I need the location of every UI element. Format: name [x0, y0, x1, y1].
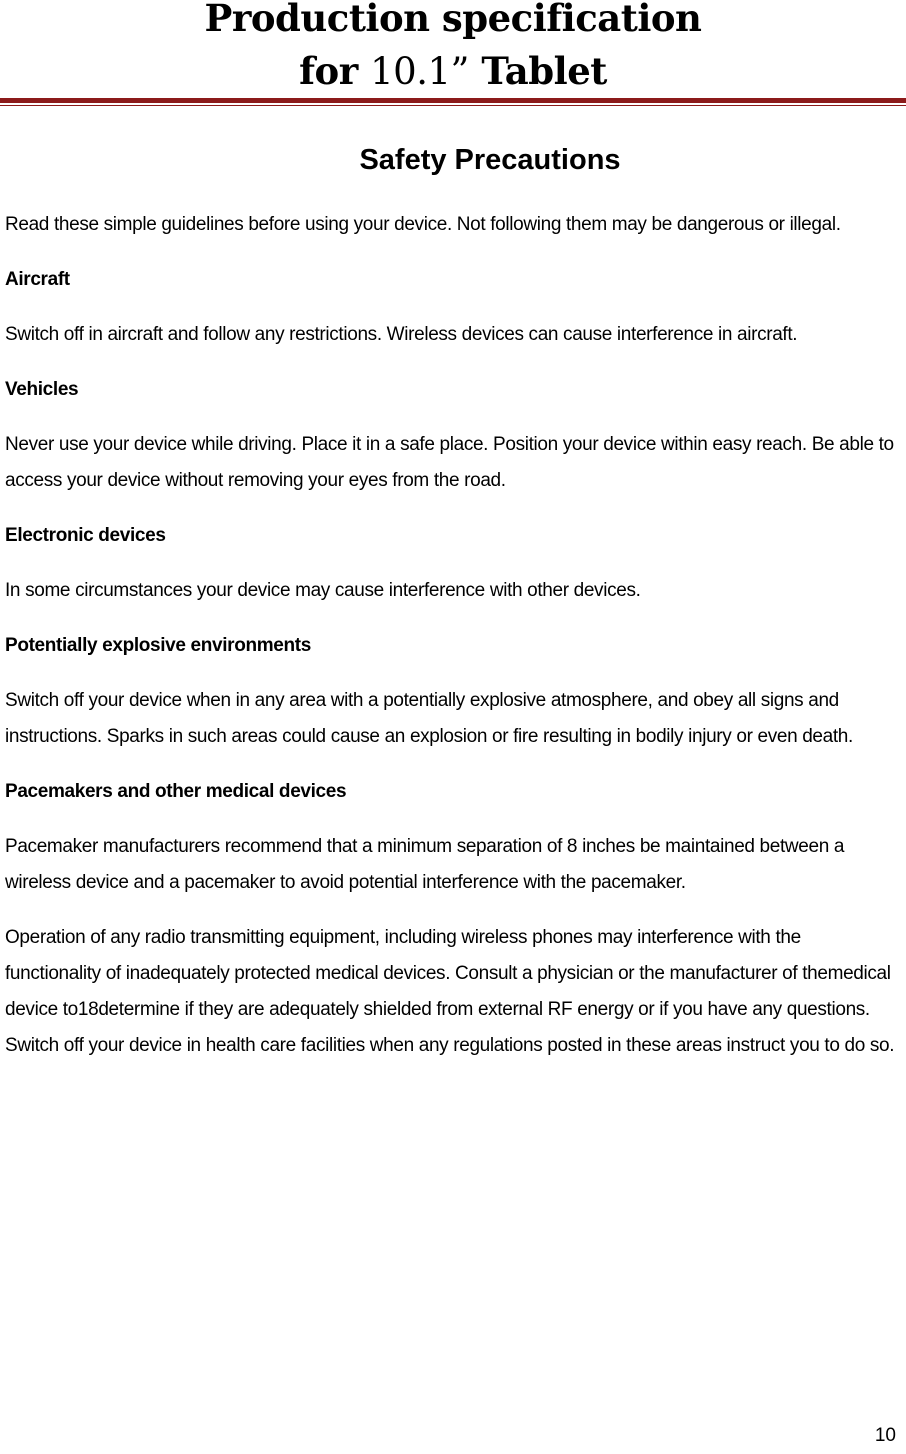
- pacemakers-paragraph-2: Operation of any radio transmitting equipment, including wireless phones may interference with the functionality of inadequately protected medical devices. Consult a physician or the manufacturer of themedical device to18determine if they are adequately shielded from external RF energy or if you have any questions. Switch off your device in health care facilities when any regulations posted in these areas instruct you to do so.: [5, 927, 895, 1056]
- vehicles-heading: Vehicles: [5, 379, 79, 400]
- electronic-devices-heading: Electronic devices: [5, 525, 166, 546]
- header-rule-thin: [0, 105, 906, 106]
- section-title: Safety Precautions: [359, 144, 621, 176]
- document-title-line1: Production specification: [204, 0, 702, 40]
- document-body: [5, 207, 900, 1083]
- explosive-environments-heading: Potentially explosive environments: [5, 635, 311, 656]
- page-number: 10: [874, 1425, 896, 1446]
- intro-paragraph: Read these simple guidelines before using your device. Not following them may be dangerous or illegal.: [5, 214, 841, 235]
- document-title-line2: [0, 49, 906, 94]
- vehicles-paragraph: Never use your device while driving. Place it in a safe place. Position your device within easy reach. Be able to access your device without removing your eyes from the road.: [5, 434, 894, 491]
- title-suffix: Tablet: [468, 49, 607, 93]
- pacemakers-heading: Pacemakers and other medical devices: [5, 781, 347, 802]
- electronic-devices-paragraph: In some circumstances your device may cause interference with other devices.: [5, 580, 641, 601]
- title-prefix: for: [299, 49, 371, 93]
- aircraft-heading: Aircraft: [5, 269, 70, 290]
- pacemakers-paragraph-1: Pacemaker manufacturers recommend that a minimum separation of 8 inches be maintained between a wireless device and a pacemaker to avoid potential interference with the pacemaker.: [5, 836, 845, 893]
- explosive-environments-paragraph: Switch off your device when in any area with a potentially explosive atmosphere, and obey all signs and instructions. Sparks in such areas could cause an explosion or fire resulting in bodily injury or even death.: [5, 690, 853, 747]
- header-rule-thick: [0, 98, 906, 103]
- aircraft-paragraph: Switch off in aircraft and follow any restrictions. Wireless devices can cause interference in aircraft.: [5, 324, 798, 345]
- title-screen-size: 10.1”: [370, 50, 469, 93]
